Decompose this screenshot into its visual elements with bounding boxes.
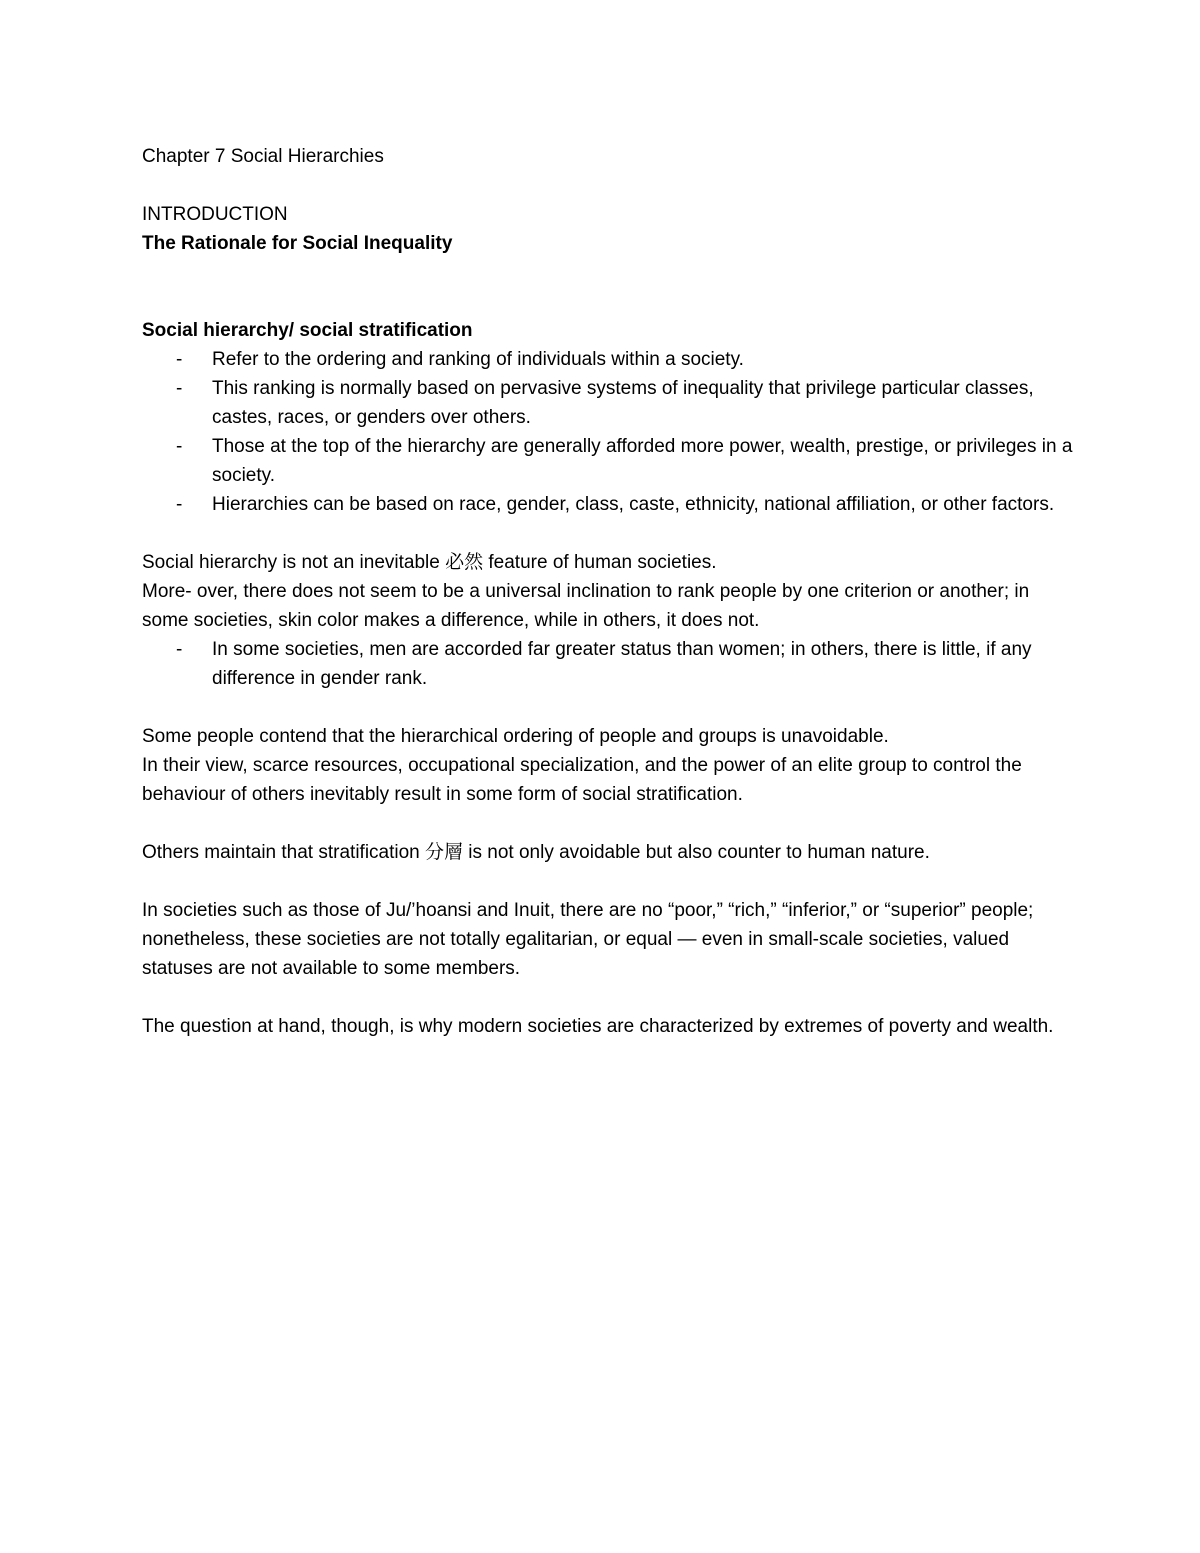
- bullet-dash: -: [176, 378, 183, 399]
- list-item: [142, 432, 1080, 490]
- paragraph-scarce-resources: In their view, scarce resources, occupational specialization, and the power of an elite group to control the behaviour of others inevitably result in some form of social stratification.: [142, 755, 1022, 805]
- list-item-text: In some societies, men are accorded far greater status than women; in others, there is little, if any difference in gender rank.: [212, 639, 1032, 689]
- definition-heading: Social hierarchy/ social stratification: [142, 320, 473, 341]
- list-item-text: This ranking is normally based on pervasive systems of inequality that privilege particular classes, castes, races, or genders over others.: [212, 378, 1034, 428]
- paragraph-unavoidable: Some people contend that the hierarchical ordering of people and groups is unavoidable.: [142, 726, 889, 747]
- list-item: [142, 345, 1080, 374]
- section-heading: INTRODUCTION: [142, 204, 288, 225]
- bullet-dash: -: [176, 349, 183, 370]
- list-item-text: Hierarchies can be based on race, gender, class, caste, ethnicity, national affiliation, or other factors.: [212, 494, 1055, 515]
- paragraph-stratification: Others maintain that stratification 分層 is not only avoidable but also counter to human nature.: [142, 842, 930, 863]
- list-item: [142, 635, 1080, 693]
- chapter-title: Chapter 7 Social Hierarchies: [142, 146, 384, 167]
- paragraph-question: The question at hand, though, is why modern societies are characterized by extremes of poverty and wealth.: [142, 1016, 1054, 1037]
- subsection-heading: The Rationale for Social Inequality: [142, 233, 453, 254]
- list-item-text: Those at the top of the hierarchy are generally afforded more power, wealth, prestige, or privileges in a society.: [212, 436, 1073, 486]
- bullet-dash: -: [176, 494, 183, 515]
- list-item-text: Refer to the ordering and ranking of individuals within a society.: [212, 349, 744, 370]
- definition-list: [142, 345, 1080, 519]
- bullet-dash: -: [176, 639, 183, 660]
- paragraph-egalitarian: In societies such as those of Ju/’hoansi and Inuit, there are no “poor,” “rich,” “inferior,” or “superior” people; nonetheless, these societies are not totally egalitarian, or equal — even in small-scale societies, valued statuses are not available to some members.: [142, 900, 1034, 979]
- bullet-dash: -: [176, 436, 183, 457]
- list-item: [142, 490, 1080, 519]
- list-item: [142, 374, 1080, 432]
- paragraph-inevitable: Social hierarchy is not an inevitable 必然 feature of human societies.: [142, 552, 717, 573]
- paragraph-inclination: More- over, there does not seem to be a universal inclination to rank people by one criterion or another; in some societies, skin color makes a difference, while in others, it does not.: [142, 581, 1030, 631]
